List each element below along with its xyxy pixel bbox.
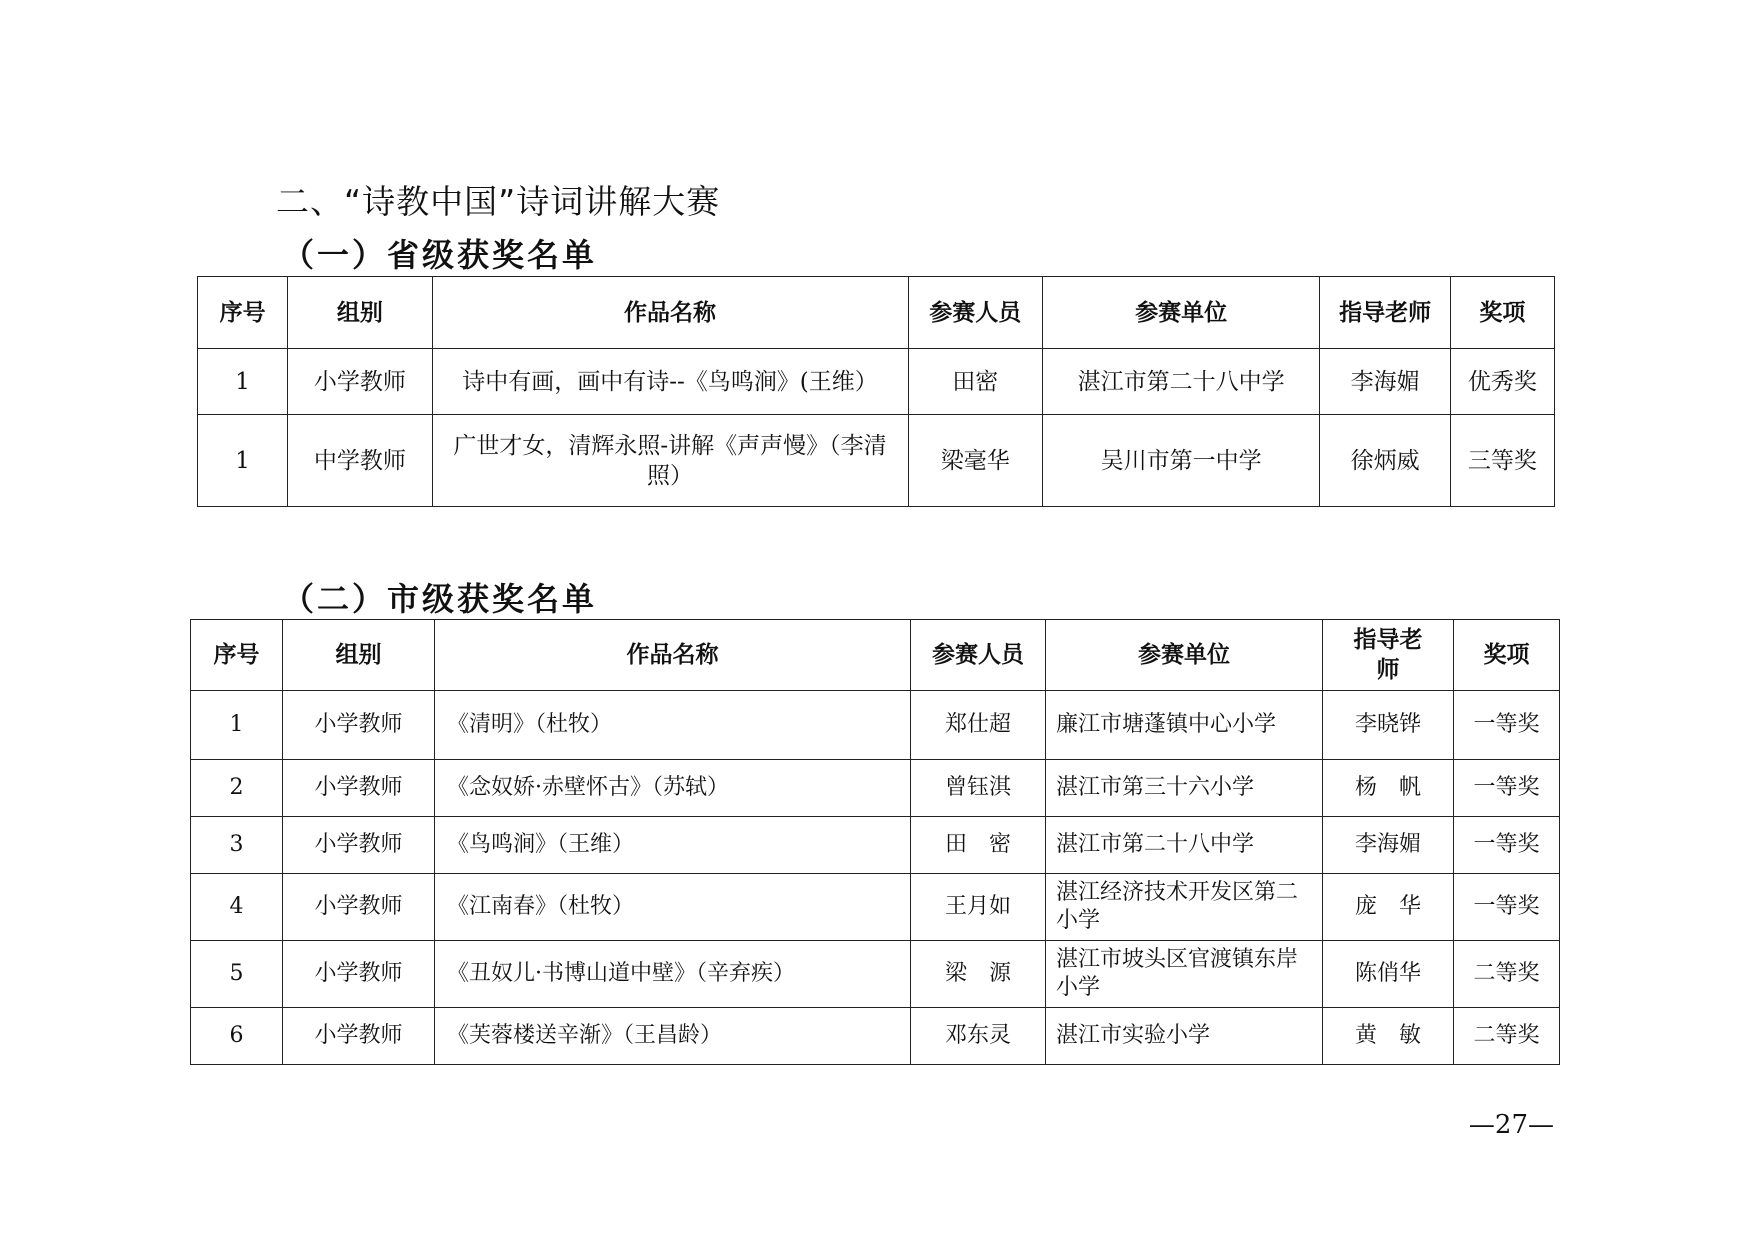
header-unit: 参赛单位 <box>1046 620 1323 691</box>
header-participant: 参赛人员 <box>908 277 1042 349</box>
table-row <box>191 1008 1560 1065</box>
header-participant: 参赛人员 <box>911 620 1046 691</box>
header-index: 序号 <box>191 620 283 691</box>
cell-work: 《江南春》（杜牧） <box>435 874 911 941</box>
header-work: 作品名称 <box>435 620 911 691</box>
table-row <box>191 691 1560 760</box>
table-header-row <box>191 620 1560 691</box>
cell-award: 一等奖 <box>1454 817 1560 874</box>
cell-work: 广世才女，清辉永照-讲解《声声慢》（李清照） <box>432 415 908 507</box>
cell-participant: 田 密 <box>911 817 1046 874</box>
header-award: 奖项 <box>1450 277 1554 349</box>
municipal-heading: （二）市级获奖名单 <box>282 580 598 618</box>
cell-group: 小学教师 <box>283 691 435 760</box>
table-header-row <box>198 277 1555 349</box>
cell-award: 三等奖 <box>1450 415 1554 507</box>
cell-index: 4 <box>191 874 283 941</box>
header-advisor: 指导老师 <box>1320 277 1450 349</box>
provincial-heading: （一）省级获奖名单 <box>282 236 598 274</box>
cell-unit: 湛江市实验小学 <box>1046 1008 1323 1065</box>
cell-participant: 梁 源 <box>911 941 1046 1008</box>
cell-advisor: 杨 帆 <box>1323 760 1454 817</box>
cell-advisor: 李海媚 <box>1320 349 1450 415</box>
section-title: 二、“诗教中国”诗词讲解大赛 <box>276 182 721 221</box>
cell-group: 小学教师 <box>283 874 435 941</box>
cell-group: 中学教师 <box>288 415 432 507</box>
cell-award: 一等奖 <box>1454 874 1560 941</box>
municipal-awards-table <box>190 619 1560 1065</box>
header-award: 奖项 <box>1454 620 1560 691</box>
cell-work: 诗中有画，画中有诗--《鸟鸣涧》(王维） <box>432 349 908 415</box>
cell-index: 2 <box>191 760 283 817</box>
provincial-awards-table <box>197 276 1555 507</box>
cell-group: 小学教师 <box>283 941 435 1008</box>
cell-work: 《丑奴儿·书博山道中壁》（辛弃疾） <box>435 941 911 1008</box>
cell-work: 《清明》（杜牧） <box>435 691 911 760</box>
table-row <box>191 760 1560 817</box>
cell-index: 1 <box>191 691 283 760</box>
cell-work: 《芙蓉楼送辛渐》（王昌龄） <box>435 1008 911 1065</box>
cell-award: 一等奖 <box>1454 760 1560 817</box>
page-number: —27— <box>1468 1110 1554 1140</box>
cell-award: 优秀奖 <box>1450 349 1554 415</box>
header-index: 序号 <box>198 277 288 349</box>
cell-work: 《鸟鸣涧》（王维） <box>435 817 911 874</box>
table-row <box>191 817 1560 874</box>
cell-award: 二等奖 <box>1454 1008 1560 1065</box>
cell-index: 1 <box>198 415 288 507</box>
cell-unit: 湛江市第二十八中学 <box>1046 817 1323 874</box>
cell-index: 6 <box>191 1008 283 1065</box>
cell-participant: 邓东灵 <box>911 1008 1046 1065</box>
cell-advisor: 李晓铧 <box>1323 691 1454 760</box>
cell-participant: 田密 <box>908 349 1042 415</box>
cell-participant: 梁毫华 <box>908 415 1042 507</box>
cell-index: 5 <box>191 941 283 1008</box>
cell-index: 1 <box>198 349 288 415</box>
cell-unit: 廉江市塘蓬镇中心小学 <box>1046 691 1323 760</box>
cell-unit: 湛江市第二十八中学 <box>1042 349 1320 415</box>
cell-participant: 王月如 <box>911 874 1046 941</box>
header-unit: 参赛单位 <box>1042 277 1320 349</box>
table-row <box>198 415 1555 507</box>
header-work: 作品名称 <box>432 277 908 349</box>
cell-advisor: 陈俏华 <box>1323 941 1454 1008</box>
cell-participant: 郑仕超 <box>911 691 1046 760</box>
cell-group: 小学教师 <box>283 760 435 817</box>
cell-advisor: 李海媚 <box>1323 817 1454 874</box>
cell-index: 3 <box>191 817 283 874</box>
header-group: 组别 <box>288 277 432 349</box>
table-row <box>191 941 1560 1008</box>
cell-advisor: 黄 敏 <box>1323 1008 1454 1065</box>
table-row <box>198 349 1555 415</box>
cell-group: 小学教师 <box>288 349 432 415</box>
cell-unit: 吴川市第一中学 <box>1042 415 1320 507</box>
table-row <box>191 874 1560 941</box>
header-advisor: 指导老师 <box>1323 620 1454 691</box>
cell-group: 小学教师 <box>283 1008 435 1065</box>
cell-award: 二等奖 <box>1454 941 1560 1008</box>
cell-unit: 湛江市坡头区官渡镇东岸小学 <box>1046 941 1323 1008</box>
cell-work: 《念奴娇·赤壁怀古》（苏轼） <box>435 760 911 817</box>
cell-advisor: 徐炳威 <box>1320 415 1450 507</box>
cell-unit: 湛江经济技术开发区第二小学 <box>1046 874 1323 941</box>
cell-group: 小学教师 <box>283 817 435 874</box>
cell-unit: 湛江市第三十六小学 <box>1046 760 1323 817</box>
cell-participant: 曾钰淇 <box>911 760 1046 817</box>
cell-award: 一等奖 <box>1454 691 1560 760</box>
cell-advisor: 庞 华 <box>1323 874 1454 941</box>
header-group: 组别 <box>283 620 435 691</box>
